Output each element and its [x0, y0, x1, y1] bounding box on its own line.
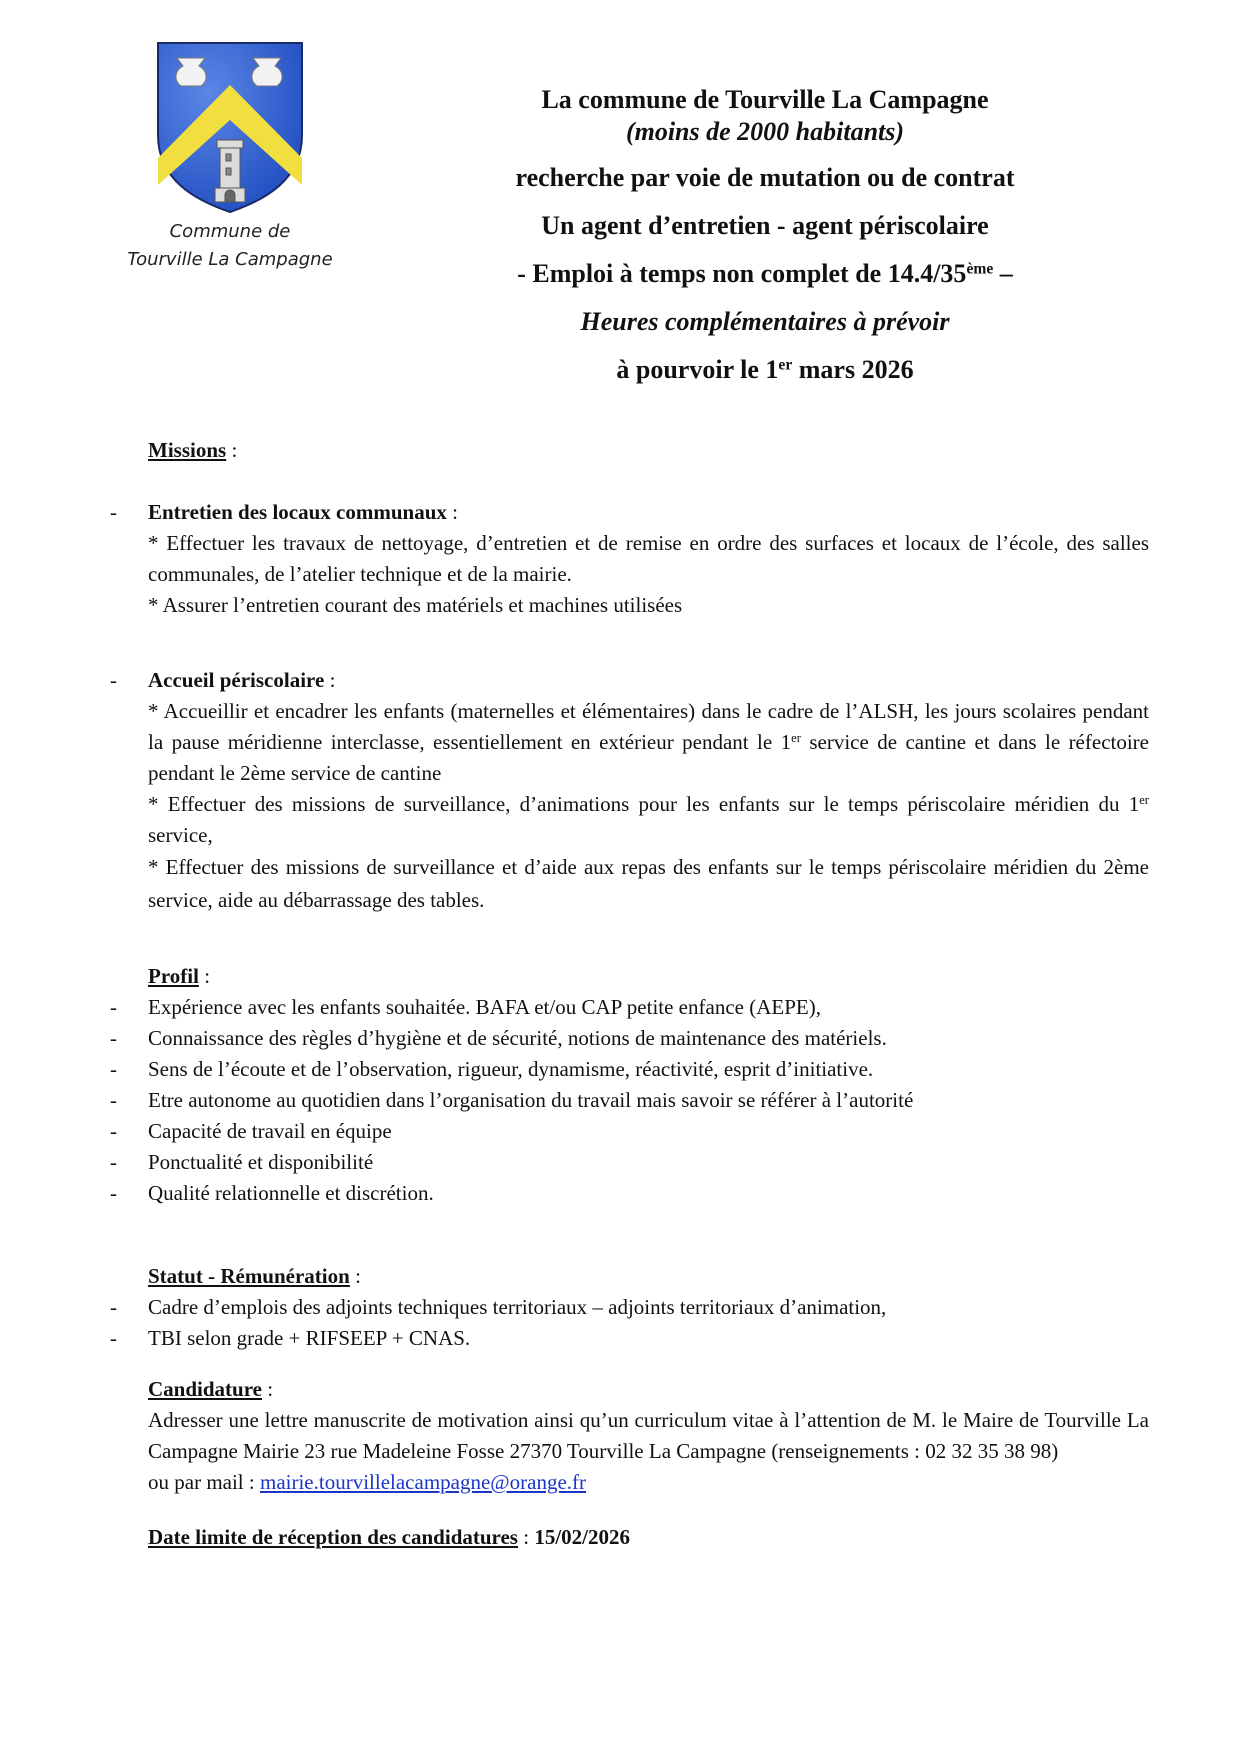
sup: er	[791, 731, 801, 746]
section-candidature-title	[148, 1374, 1149, 1405]
document-header	[440, 84, 1090, 402]
list-item-text: Cadre d’emplois des adjoints techniques territoriaux – adjoints territoriaux d’animation,	[148, 1295, 887, 1319]
bullet-dash: -	[110, 1181, 117, 1205]
colon: :	[324, 668, 336, 692]
colon: :	[517, 1525, 535, 1549]
list-item-text: Ponctualité et disponibilité	[148, 1150, 374, 1174]
bullet-dash: -	[110, 1295, 117, 1319]
logo-caption-line2: Tourville La Campagne	[127, 249, 333, 270]
profil-list	[110, 992, 1149, 1209]
candidature-mail-line	[110, 1467, 1149, 1498]
deadline-label: Date limite de réception des candidatures	[148, 1525, 518, 1549]
start-date-sup: er	[778, 356, 793, 374]
section-missions-title	[148, 435, 1149, 466]
bullet-dash: -	[110, 668, 117, 692]
mission-entretien-line: * Effectuer les travaux de nettoyage, d’entretien et de remise en ordre des surfaces et locaux de l’école, des salles communales, de l’atelier technique et de la mairie.	[148, 531, 1149, 586]
list-item-text: Capacité de travail en équipe	[148, 1119, 392, 1143]
header-extra-hours: Heures complémentaires à prévoir	[580, 307, 950, 336]
sup: er	[1139, 793, 1149, 808]
employment-type-text: - Emploi à temps non complet de 14.4/35	[517, 259, 967, 288]
deadline-date: 15/02/2026	[534, 1525, 630, 1549]
text: service,	[148, 823, 213, 847]
list-item-text: Etre autonome au quotidien dans l’organisation du travail mais savoir se référer à l’autorité	[148, 1088, 914, 1112]
list-item	[110, 1116, 1149, 1147]
bullet-dash: -	[110, 1088, 117, 1112]
email-link[interactable]: mairie.tourvillelacampagne@orange.fr	[259, 1470, 587, 1494]
logo-caption-line1: Commune de	[169, 221, 291, 242]
list-item-text: TBI selon grade + RIFSEEP + CNAS.	[148, 1326, 471, 1350]
bullet-dash: -	[110, 500, 117, 524]
document-body	[110, 435, 1149, 1553]
colon: :	[198, 964, 211, 988]
statut-list	[110, 1292, 1149, 1354]
colon: :	[446, 500, 458, 524]
header-start-date	[440, 354, 1090, 386]
section-statut-title	[148, 1261, 1149, 1292]
text: * Accueillir et encadrer les enfants (maternelles et élémentaires) dans le cadre de l’ALSH, les jours scolaires pendant la pause méridienne interclasse, essentiellement en extérieur pendant le 1	[148, 699, 1149, 754]
colon: :	[261, 1377, 274, 1401]
text: service de cantine et dans le réfectoire pendant le 2ème service de cantine	[148, 730, 1149, 785]
list-item	[110, 1292, 1149, 1323]
list-item	[110, 1323, 1149, 1354]
employment-type-dash: –	[993, 259, 1013, 288]
mission-accueil-paragraph: * Effectuer des missions de surveillance et d’aide aux repas des enfants sur le temps périscolaire méridien du 2ème service, aide au débarrassage des tables.	[148, 855, 1149, 912]
list-item-text: Expérience avec les enfants souhaitée. BAFA et/ou CAP petite enfance (AEPE),	[148, 995, 821, 1019]
commune-logo	[110, 40, 350, 275]
list-item	[110, 1054, 1149, 1085]
candidature-text: Adresser une lettre manuscrite de motivation ainsi qu’un curriculum vitae à l’attention de M. le Maire de Tourville La Campagne Mairie 23 rue Madeleine Fosse 27370 Tourville La Campagne (renseignements : 02 32 35 38 98)	[148, 1408, 1149, 1463]
coat-of-arms-icon	[155, 40, 305, 215]
list-item-text: Sens de l’écoute et de l’observation, rigueur, dynamisme, réactivité, esprit d’initiative.	[148, 1057, 874, 1081]
header-job-title: Un agent d’entretien - agent périscolaire	[541, 211, 989, 240]
section-profil-title	[148, 961, 1149, 992]
statut-heading: Statut - Rémunération	[148, 1264, 350, 1288]
candidature-heading: Candidature	[148, 1377, 262, 1401]
colon: :	[226, 438, 238, 462]
header-title: La commune de Tourville La Campagne	[541, 85, 989, 114]
colon: :	[349, 1264, 361, 1288]
bullet-dash: -	[110, 1026, 117, 1050]
text: * Effectuer des missions de surveillance, d’animations pour les enfants sur le temps périscolaire méridien du 1	[148, 792, 1140, 816]
start-date-post: mars 2026	[792, 355, 914, 384]
bullet-dash: -	[110, 1057, 117, 1081]
missions-heading: Missions	[148, 438, 227, 462]
bullet-dash: -	[110, 1326, 117, 1350]
mission-accueil	[110, 665, 1149, 696]
start-date-pre: à pourvoir le 1	[616, 355, 779, 384]
deadline	[148, 1522, 1149, 1553]
bullet-dash: -	[110, 1119, 117, 1143]
mission-accueil-title: Accueil périscolaire	[148, 668, 325, 692]
list-item	[110, 992, 1149, 1023]
mission-entretien-line: * Assurer l’entretien courant des matériels et machines utilisées	[148, 593, 683, 617]
list-item	[110, 1085, 1149, 1116]
bullet-dash: -	[110, 995, 117, 1019]
mission-entretien-title: Entretien des locaux communaux	[148, 500, 447, 524]
profil-heading: Profil	[148, 964, 199, 988]
list-item-text: Connaissance des règles d’hygiène et de sécurité, notions de maintenance des matériels.	[148, 1026, 887, 1050]
employment-type-sup: ème	[966, 260, 994, 278]
list-item	[110, 1178, 1149, 1209]
list-item-text: Qualité relationnelle et discrétion.	[148, 1181, 434, 1205]
mail-prefix: ou par mail :	[148, 1470, 260, 1494]
mission-accueil-paragraph	[110, 789, 1149, 851]
mission-entretien	[110, 497, 1149, 528]
mission-accueil-paragraph	[110, 696, 1149, 789]
list-item	[110, 1023, 1149, 1054]
header-line-recherche: recherche par voie de mutation ou de contrat	[515, 163, 1015, 192]
header-subtitle: (moins de 2000 habitants)	[625, 117, 905, 146]
list-item	[110, 1147, 1149, 1178]
bullet-dash: -	[110, 1150, 117, 1174]
header-employment-type	[440, 258, 1090, 290]
